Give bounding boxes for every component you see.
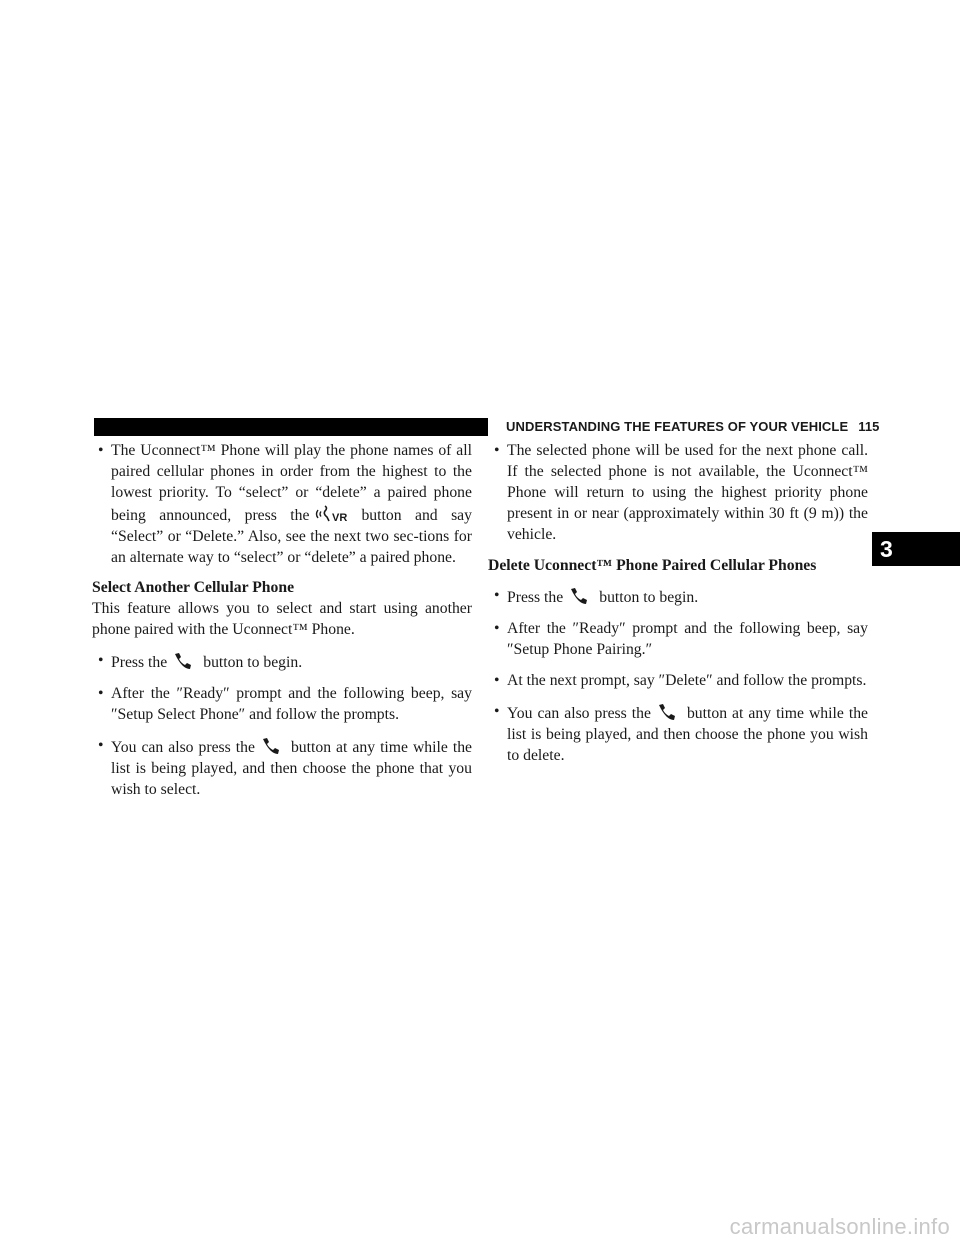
- watermark-text: carmanualsonline.info: [729, 1214, 950, 1239]
- list-item: • The selected phone will be used for the next phone call. If the selected phone is not available, the Uconnect™ Phone will return to using the highest priority phone present in or near (approximately within 30 ft (9 m)) the vehicle.: [494, 442, 868, 543]
- phone-handset-icon: [259, 736, 287, 756]
- chapter-tab: 3: [872, 532, 960, 566]
- list-item: • Press the button to begin.: [98, 652, 303, 672]
- list-item: • The Uconnect™ Phone will play the phone names of all paired cellular phones in order from the highest to the lowest priority. To “select” or “delete” a paired phone being announced, press the VR button and say “Select” or “Delete.” Also, see the next two sec-tions for an alternate way to “select” or “delete” a paired phone.: [98, 442, 472, 566]
- bullet-dot: •: [98, 442, 104, 459]
- list-item: • At the next prompt, say ″Delete″ and follow the prompts.: [488, 671, 868, 692]
- running-header: [506, 418, 880, 436]
- bullet-dot: •: [98, 685, 104, 703]
- list-item: • After the ″Ready″ prompt and the following beep, say ″Setup Phone Pairing.″: [494, 620, 868, 659]
- left-column: [92, 441, 472, 811]
- paragraph: This feature allows you to select and start using another phone paired with the Uconnect™ Phone.: [92, 600, 472, 639]
- list-item: • Press the button to begin.: [494, 587, 699, 607]
- voice-recognition-vr-icon: [313, 504, 357, 524]
- bullet-dot: •: [98, 736, 104, 754]
- header-bar: [94, 418, 488, 436]
- page-number: 115: [858, 419, 880, 434]
- section-heading: Select Another Cellular Phone: [92, 579, 295, 597]
- list-item: • You can also press the button at any time while the list is being played, and then choose the phone that you wish to select.: [98, 736, 472, 798]
- phone-handset-icon: [655, 702, 683, 722]
- bullet-dot: •: [494, 620, 500, 638]
- bullet-dot: •: [494, 587, 500, 605]
- bullet-dot: •: [494, 672, 500, 690]
- section-title: UNDERSTANDING THE FEATURES OF YOUR VEHICLE: [506, 419, 849, 434]
- bullet-dot: •: [494, 442, 500, 459]
- bullet-dot: •: [98, 652, 104, 670]
- phone-handset-icon: [567, 586, 595, 606]
- section-heading: Delete Uconnect™ Phone Paired Cellular Phones: [488, 556, 817, 574]
- bullet-dot: •: [494, 703, 500, 721]
- list-item: • You can also press the button at any time while the list is being played, and then choose the phone you wish to delete.: [494, 703, 868, 764]
- phone-handset-icon: [171, 651, 199, 671]
- list-item: • After the ″Ready″ prompt and the following beep, say ″Setup Select Phone″ and follow the prompts.: [98, 685, 472, 723]
- right-column: [488, 441, 868, 777]
- svg-text:VR: VR: [332, 511, 348, 524]
